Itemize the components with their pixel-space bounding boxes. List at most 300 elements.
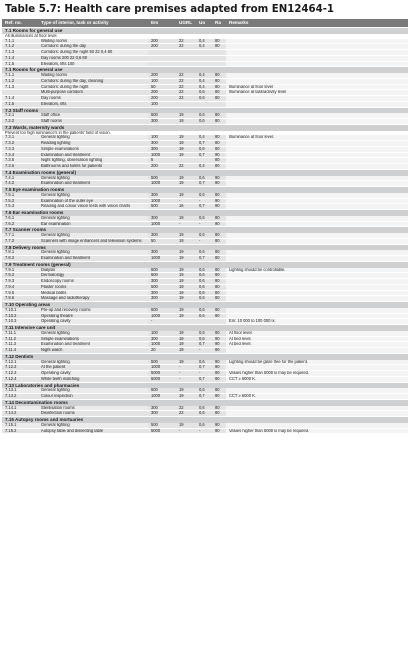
cell-ugrl: 19 <box>176 394 196 400</box>
cell-uo: 0,4 <box>196 73 212 78</box>
cell-ugrl: - <box>176 371 196 377</box>
cell-ra: 90 <box>212 423 226 428</box>
cell-ref: 7.12.4 <box>2 376 38 382</box>
cell-type: Operating cavity <box>38 319 148 325</box>
cell-em: 1000 <box>148 313 176 319</box>
cell-uo: 0,6 <box>196 250 212 255</box>
cell-uo: 0,6 <box>196 146 212 152</box>
cell-uo: 0,6 <box>196 308 212 313</box>
cell-em: 1000 <box>148 221 176 227</box>
cell-ref: 7.1.5 <box>2 61 38 67</box>
cell-uo: 0,6 <box>196 411 212 417</box>
cell-ra: 90 <box>212 313 226 319</box>
cell-remarks: Illuminance at floor level. <box>226 135 408 140</box>
cell-ref: 7.3.6 <box>2 164 38 170</box>
cell-type: Simple examinations <box>38 336 148 342</box>
cell-remarks: At bed level. <box>226 342 408 348</box>
cell-uo: 0,4 <box>196 78 212 84</box>
cell-em: 500 <box>148 268 176 273</box>
cell-em: 200 <box>148 73 176 78</box>
cell-em: 5000 <box>148 371 176 377</box>
section-heading: 7.9 Treatment rooms (general) <box>2 261 408 267</box>
cell-type: Massage and radiotherapy <box>38 296 148 302</box>
cell-ref: 7.9.4 <box>2 284 38 290</box>
cell-type: Reading lighting <box>38 141 148 147</box>
cell-ra: 80 <box>212 279 226 285</box>
cell-type: Corridors: during the day <box>38 44 148 50</box>
cell-ugrl: - <box>176 376 196 382</box>
cell-ref: 7.14.2 <box>2 411 38 417</box>
cell-em: 1000 <box>148 365 176 371</box>
cell-uo: 0,6 <box>196 388 212 393</box>
cell-ugrl: 19 <box>176 348 196 354</box>
cell-ra: 80 <box>212 119 226 125</box>
cell-type: General lighting <box>38 250 148 255</box>
cell-em: 300 <box>148 146 176 152</box>
cell-ref: 7.11.3 <box>2 342 38 348</box>
cell-ra: 80 <box>212 388 226 393</box>
cell-ugrl: 22 <box>176 96 196 102</box>
cell-uo: - <box>196 348 212 354</box>
cell-ra: 80 <box>212 113 226 118</box>
cell-em: 500 <box>148 273 176 279</box>
cell-ref: 7.11.2 <box>2 336 38 342</box>
document-page <box>2 0 408 434</box>
cell-ugrl: 22 <box>176 90 196 96</box>
cell-type: Endoscopy rooms <box>38 279 148 285</box>
column-header-uo: Uo <box>196 19 212 28</box>
cell-ref: 7.9.5 <box>2 290 38 296</box>
cell-em: 1000 <box>148 342 176 348</box>
cell-ra: 90 <box>212 365 226 371</box>
cell-ref: 7.2.1 <box>2 113 38 118</box>
cell-ra: 90 <box>212 394 226 400</box>
cell-ugrl: 16 <box>176 204 196 210</box>
cell-ref: 7.7.1 <box>2 233 38 238</box>
cell-ra: 80 <box>212 233 226 238</box>
cell-type: Colour inspection <box>38 394 148 400</box>
cell-type: Dermatology <box>38 273 148 279</box>
cell-ra: 80 <box>212 193 226 198</box>
table-header-row <box>2 19 408 28</box>
cell-ra: 80 <box>212 78 226 84</box>
cell-em: 5 <box>148 158 176 164</box>
cell-type: Examination and treatment <box>38 181 148 187</box>
cell-ra: 90 <box>212 273 226 279</box>
section-heading: 7.1 Rooms for general use <box>2 28 408 34</box>
cell-ref: 7.10.1 <box>2 308 38 313</box>
cell-uo: 0,6 <box>196 233 212 238</box>
column-header-ugrl: UGRL <box>176 19 196 28</box>
cell-em: 300 <box>148 233 176 238</box>
cell-type: Examination and treatment <box>38 256 148 262</box>
section-heading: 7.5 Eye examination rooms <box>2 187 408 193</box>
cell-ugrl: 19 <box>176 146 196 152</box>
cell-ugrl: 19 <box>176 279 196 285</box>
cell-ra: 90 <box>212 198 226 204</box>
cell-ugrl: 19 <box>176 256 196 262</box>
cell-em: 500 <box>148 204 176 210</box>
cell-remarks: Em: 10 000 to 100 000 lx. <box>226 319 408 325</box>
cell-type: General lighting <box>38 216 148 221</box>
cell-ref: 7.1.2 <box>2 44 38 50</box>
section-heading: 7.10 Operating areas <box>2 302 408 308</box>
cell-type: General lighting <box>38 135 148 140</box>
cell-type: Examination and treatment <box>38 342 148 348</box>
cell-uo: 0,7 <box>196 365 212 371</box>
cell-ugrl: 19 <box>176 193 196 198</box>
cell-type: Elevators, lifts 100 <box>38 61 148 67</box>
cell-ref: 7.1.3 <box>2 50 38 56</box>
cell-ref: 7.12.2 <box>2 365 38 371</box>
cell-type: Day rooms <box>38 96 148 102</box>
cell-em: 300 <box>148 290 176 296</box>
cell-ugrl: 19 <box>176 141 196 147</box>
cell-type: Pre-op and recovery rooms <box>38 308 148 313</box>
section-heading: 7.4 Examination rooms (general) <box>2 169 408 175</box>
cell-em: 500 <box>148 423 176 428</box>
cell-ra: 80 <box>212 96 226 102</box>
cell-type: Staff rooms <box>38 119 148 125</box>
column-header-type: Type of interior, task or activity <box>38 19 148 28</box>
cell-uo: 0,6 <box>196 216 212 221</box>
cell-uo: 0,7 <box>196 181 212 187</box>
cell-type: Scanners with image enhancers and television systems <box>38 238 148 244</box>
cell-type: General lighting <box>38 233 148 238</box>
cell-em: 1000 <box>148 198 176 204</box>
cell-em: 5000 <box>148 376 176 382</box>
cell-ra: 90 <box>212 371 226 377</box>
cell-ra: 90 <box>212 176 226 181</box>
cell-em: 300 <box>148 119 176 125</box>
cell-ref: 7.9.2 <box>2 273 38 279</box>
cell-ra: 90 <box>212 221 226 227</box>
cell-em: 300 <box>148 250 176 255</box>
section-note: Prevent too high luminance's in the patients' field of vision. <box>2 131 408 136</box>
cell-type: Dialysis <box>38 268 148 273</box>
cell-uo: 0,6 <box>196 406 212 411</box>
section-heading: 7.12 Dentists <box>2 353 408 359</box>
column-header-em: Em <box>148 19 176 28</box>
cell-ugrl: 22 <box>176 164 196 170</box>
cell-em: 5000 <box>148 428 176 434</box>
cell-ra: 80 <box>212 164 226 170</box>
section-heading: 7.3 Wards, maternity wards <box>2 124 408 130</box>
cell-type: Bathrooms and toilets for patients <box>38 164 148 170</box>
section-heading: 7.15 Autopsy rooms and mortuaries <box>2 417 408 423</box>
cell-ugrl: 19 <box>176 284 196 290</box>
cell-type: White teeth matching <box>38 376 148 382</box>
cell-uo: - <box>196 428 212 434</box>
cell-em: 200 <box>148 39 176 44</box>
cell-type: Plaster rooms <box>38 284 148 290</box>
cell-uo: 0,6 <box>196 279 212 285</box>
cell-ref: 7.3.5 <box>2 158 38 164</box>
cell-ref: 7.9.6 <box>2 296 38 302</box>
cell-em: 300 <box>148 336 176 342</box>
cell-em: 100 <box>148 101 176 107</box>
cell-uo: 0,6 <box>196 296 212 302</box>
cell-uo: - <box>196 371 212 377</box>
cell-ref: 7.8.2 <box>2 256 38 262</box>
cell-ugrl: 19 <box>176 181 196 187</box>
cell-ugrl: 19 <box>176 238 196 244</box>
cell-type: Corridors: during the day, cleaning <box>38 78 148 84</box>
cell-ref: 7.1.2 <box>2 78 38 84</box>
cell-type: Waiting rooms <box>38 73 148 78</box>
cell-ref: 7.9.3 <box>2 279 38 285</box>
cell-em: - <box>148 319 176 325</box>
cell-ra: 90 <box>212 308 226 313</box>
section-heading: 7.14 Decontamination rooms <box>2 399 408 405</box>
cell-ref: 7.3.1 <box>2 135 38 140</box>
cell-type: Examination of the outer eye <box>38 198 148 204</box>
cell-em: 200 <box>148 90 176 96</box>
cell-ugrl: 19 <box>176 308 196 313</box>
cell-remarks: Illuminance at floor level <box>226 84 408 90</box>
cell-type: Waiting rooms <box>38 39 148 44</box>
cell-ref: 7.1.3 <box>2 84 38 90</box>
cell-type: Examination and treatment <box>38 152 148 158</box>
cell-uo: 0,6 <box>196 284 212 290</box>
illuminance-table <box>2 19 408 434</box>
cell-em: 100 <box>148 135 176 140</box>
cell-ra: 80 <box>212 406 226 411</box>
cell-ra: 80 <box>212 158 226 164</box>
cell-type: Night lighting, observation lighting <box>38 158 148 164</box>
cell-ugrl: 22 <box>176 411 196 417</box>
cell-em: 300 <box>148 411 176 417</box>
cell-ugrl: 19 <box>176 342 196 348</box>
cell-ref: 7.3.3 <box>2 146 38 152</box>
cell-ra: 90 <box>212 204 226 210</box>
cell-uo: 0,6 <box>196 360 212 365</box>
cell-ref: 7.3.4 <box>2 152 38 158</box>
cell-ra: 80 <box>212 256 226 262</box>
cell-em: 200 <box>148 164 176 170</box>
cell-em: 1000 <box>148 394 176 400</box>
cell-em: 200 <box>148 44 176 50</box>
cell-type: Elevators, lifts <box>38 101 148 107</box>
cell-em: 300 <box>148 141 176 147</box>
cell-uo: 0,4 <box>196 164 212 170</box>
cell-em: 500 <box>148 176 176 181</box>
cell-type: Multi-purpose corridors <box>38 90 148 96</box>
cell-ra: 90 <box>212 360 226 365</box>
cell-ref: 7.10.3 <box>2 319 38 325</box>
cell-remarks: Values higher than 5000 lx may be required. <box>226 371 408 377</box>
section-heading: 7.11 Intensive care unit <box>2 325 408 331</box>
cell-ra: 80 <box>212 84 226 90</box>
cell-uo: 0,7 <box>196 256 212 262</box>
section-heading: 7.13 Laboratories and pharmacies <box>2 382 408 388</box>
cell-remarks: Illuminance at task/activity level <box>226 90 408 96</box>
cell-ra: 80 <box>212 216 226 221</box>
column-header-remarks: Remarks <box>226 19 408 28</box>
section-heading: 7.2 Staff rooms <box>2 107 408 113</box>
cell-type: Medical baths <box>38 290 148 296</box>
cell-type: General lighting <box>38 360 148 365</box>
cell-type: Corridors: during the night 50 22 0,4 80 <box>38 50 148 56</box>
cell-uo: 0,6 <box>196 273 212 279</box>
cell-ra: 80 <box>212 250 226 255</box>
cell-em: 300 <box>148 406 176 411</box>
cell-ugrl: 19 <box>176 290 196 296</box>
cell-ugrl: 19 <box>176 336 196 342</box>
cell-type: General lighting <box>38 388 148 393</box>
cell-ref: 7.9.1 <box>2 268 38 273</box>
cell-uo: 0,7 <box>196 141 212 147</box>
table-body <box>2 28 408 434</box>
cell-uo: 0,6 <box>196 90 212 96</box>
cell-ref: 7.12.1 <box>2 360 38 365</box>
cell-uo: 0,7 <box>196 376 212 382</box>
section-heading: 7.8 Delivery rooms <box>2 244 408 250</box>
cell-ra: 80 <box>212 290 226 296</box>
cell-ref: 7.1.1 <box>2 39 38 44</box>
cell-uo: 0,4 <box>196 44 212 50</box>
cell-uo: 0,6 <box>196 268 212 273</box>
cell-remarks: CCT ≥ 6000 K. <box>226 394 408 400</box>
cell-ref: 7.1.4 <box>2 55 38 61</box>
cell-ref: 7.4.2 <box>2 181 38 187</box>
cell-ref: 7.10.2 <box>2 313 38 319</box>
cell-ra: 90 <box>212 181 226 187</box>
cell-em: 300 <box>148 279 176 285</box>
cell-em: 500 <box>148 388 176 393</box>
cell-em: 1000 <box>148 181 176 187</box>
cell-ugrl: 22 <box>176 84 196 90</box>
cell-em: 1000 <box>148 256 176 262</box>
cell-ra: 90 <box>212 152 226 158</box>
cell-uo: - <box>196 198 212 204</box>
cell-ugrl: 19 <box>176 313 196 319</box>
cell-em: 300 <box>148 216 176 221</box>
cell-uo: 0,7 <box>196 342 212 348</box>
cell-em: 300 <box>148 296 176 302</box>
cell-ra: 80 <box>212 284 226 290</box>
cell-ugrl: 19 <box>176 360 196 365</box>
cell-type: General lighting <box>38 176 148 181</box>
cell-type: Night watch <box>38 348 148 354</box>
cell-uo: 0,6 <box>196 290 212 296</box>
cell-remarks: Lighting should be glare free for the patient. <box>226 360 408 365</box>
cell-type: Simple examinations <box>38 146 148 152</box>
cell-ref: 7.2.2 <box>2 119 38 125</box>
cell-ref: 7.1.5 <box>2 101 38 107</box>
cell-ra: 80 <box>212 90 226 96</box>
cell-type: Ear examination <box>38 221 148 227</box>
cell-uo: 0,6 <box>196 96 212 102</box>
cell-em: 50 <box>148 238 176 244</box>
cell-ref: 7.13.1 <box>2 388 38 393</box>
cell-ra: 80 <box>212 39 226 44</box>
cell-type: Operating theatre <box>38 313 148 319</box>
cell-ugrl: 22 <box>176 39 196 44</box>
cell-ref: 7.1.4 <box>2 96 38 102</box>
cell-remarks: CCT ≥ 6000 K. <box>226 376 408 382</box>
cell-ugrl: 19 <box>176 250 196 255</box>
cell-ugrl: 19 <box>176 388 196 393</box>
table-row <box>2 428 408 434</box>
cell-ref: 7.5.3 <box>2 204 38 210</box>
cell-ra: 90 <box>212 376 226 382</box>
cell-ra: 80 <box>212 268 226 273</box>
cell-type: Reading and colour vision tests with vision charts <box>38 204 148 210</box>
cell-ra: 80 <box>212 238 226 244</box>
cell-type: General lighting <box>38 193 148 198</box>
table-title: Table 5.7: Health care premises adapted from EN12464-1 <box>5 4 335 15</box>
cell-ugrl: 19 <box>176 119 196 125</box>
cell-uo: 0,6 <box>196 336 212 342</box>
cell-ugrl: - <box>176 365 196 371</box>
cell-type: Disinfection rooms <box>38 411 148 417</box>
cell-ugrl: 19 <box>176 216 196 221</box>
cell-ugrl: - <box>176 428 196 434</box>
cell-ugrl: 22 <box>176 44 196 50</box>
cell-ref: 7.5.1 <box>2 193 38 198</box>
cell-ugrl: 19 <box>176 296 196 302</box>
cell-remarks: At bed level. <box>226 336 408 342</box>
cell-ugrl: 22 <box>176 78 196 84</box>
cell-ref: 7.15.1 <box>2 423 38 428</box>
cell-ugrl: 19 <box>176 113 196 118</box>
cell-ra: 80 <box>212 296 226 302</box>
cell-uo: 0,4 <box>196 135 212 140</box>
cell-ref: 7.13.2 <box>2 394 38 400</box>
cell-remarks: Values higher than 5000 lx may be required. <box>226 428 408 434</box>
cell-type: At the patient <box>38 365 148 371</box>
cell-ref: 7.5.2 <box>2 198 38 204</box>
cell-uo: 0,6 <box>196 193 212 198</box>
cell-type: Operating cavity <box>38 371 148 377</box>
cell-em: 1000 <box>148 152 176 158</box>
cell-uo: - <box>196 221 212 227</box>
cell-ugrl: 19 <box>176 268 196 273</box>
cell-ra: 80 <box>212 146 226 152</box>
cell-ra: 80 <box>212 141 226 147</box>
cell-ugrl: 19 <box>176 273 196 279</box>
cell-ra: 80 <box>212 44 226 50</box>
cell-ugrl: - <box>176 198 196 204</box>
cell-ref: 7.8.1 <box>2 250 38 255</box>
section-heading: 7.1 Rooms for general use <box>2 67 408 73</box>
cell-ugrl: 19 <box>176 233 196 238</box>
cell-ref: 7.15.2 <box>2 428 38 434</box>
cell-em: 500 <box>148 308 176 313</box>
cell-ref: 7.7.2 <box>2 238 38 244</box>
cell-em: 500 <box>148 284 176 290</box>
cell-ra: 90 <box>212 428 226 434</box>
cell-em: 500 <box>148 113 176 118</box>
cell-ref: 7.6.2 <box>2 221 38 227</box>
cell-ref: 7.6.1 <box>2 216 38 221</box>
cell-ugrl: 22 <box>176 73 196 78</box>
cell-type: Staff office <box>38 113 148 118</box>
cell-uo: 0,7 <box>196 394 212 400</box>
cell-type: General lighting <box>38 423 148 428</box>
cell-uo: 0,4 <box>196 39 212 44</box>
cell-ra: 90 <box>212 331 226 336</box>
cell-em: 500 <box>148 360 176 365</box>
cell-em: 300 <box>148 193 176 198</box>
cell-remarks: At floor level. <box>226 331 408 336</box>
cell-ref: 7.11.1 <box>2 331 38 336</box>
section-note: All illuminances at floor level. <box>2 34 408 39</box>
cell-ra: 90 <box>212 336 226 342</box>
cell-ref: 7.4.1 <box>2 176 38 181</box>
cell-ugrl: 19 <box>176 135 196 140</box>
